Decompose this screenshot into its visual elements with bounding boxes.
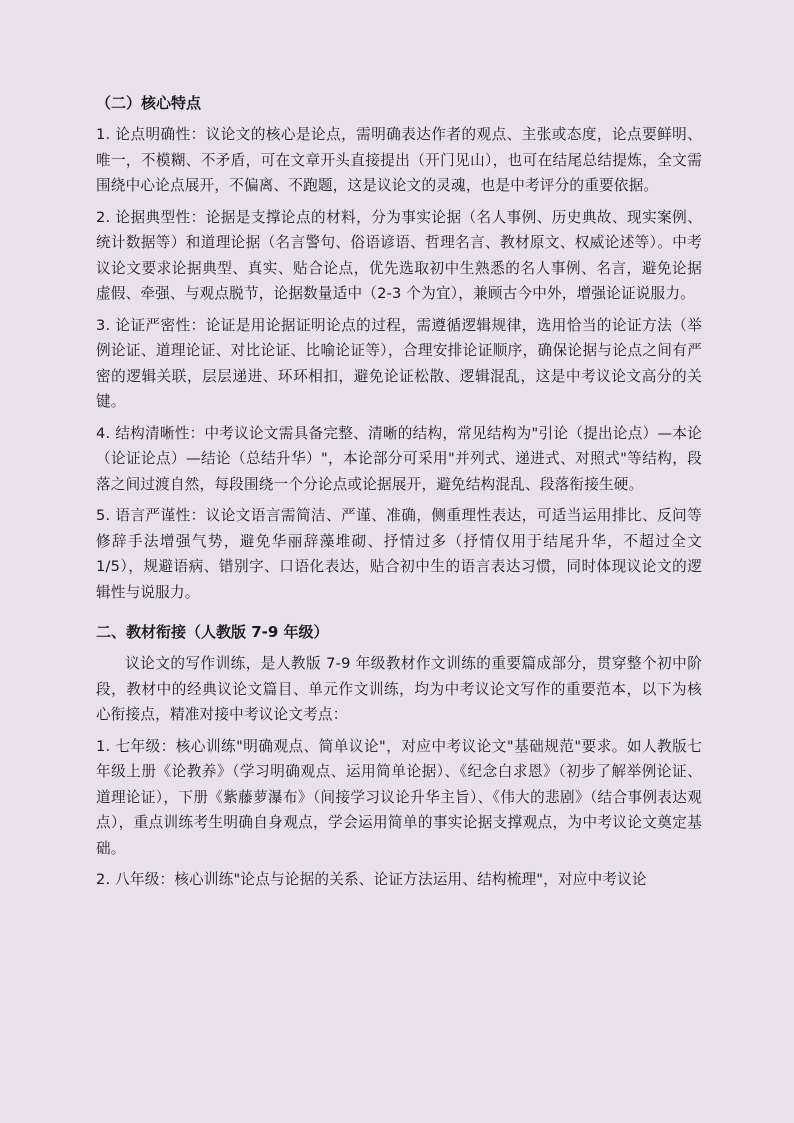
textbook-paragraph-grade8: 2. 八年级：核心训练"论点与论据的关系、论证方法运用、结构梳理"，对应中考议论 (96, 871, 647, 888)
feature-paragraph-3: 3. 论证严密性：论证是用论据证明论点的过程，需遵循逻辑规律，选用恰当的论证方法（举例论证、道理论证、对比论证、比喻论证等），合理安排论证顺序，确保论据与论点之间有严密的逻辑关联，层层递进、环环相扣，避免论证松散、逻辑混乱，这是中考议论文高分的关键。 (96, 316, 702, 410)
textbook-intro-paragraph: 议论文的写作训练，是人教版 7-9 年级教材作文训练的重要篇成部分，贯穿整个初中阶段，教材中的经典议论文篇目、单元作文训练，均为中考议论文写作的重要范本，以下为核心衔接点，精准对接中考议论文考点： (96, 655, 702, 723)
feature-paragraph-5: 5. 语言严谨性：议论文语言需简洁、严谨、准确，侧重理性表达，可适当运用排比、反问等修辞手法增强气势，避免华丽辞藻堆砌、抒情过多（抒情仅用于结尾升华，不超过全文 1/5），规避语病、错别字、口语化表达，贴合初中生的语言表达习惯，同时体现议论文的逻辑性与说服力。 (96, 507, 702, 601)
feature-paragraph-4: 4. 结构清晰性：中考议论文需具备完整、清晰的结构，常见结构为"引论（提出论点）—本论（论证论点）—结论（总结升华）"，本论部分可采用"并列式、递进式、对照式"等结构，段落之间过渡自然，每段围绕一个分论点或论据展开，避免结构混乱、段落衔接生硬。 (96, 424, 702, 493)
section-heading-core-features: （二）核心特点 (96, 94, 202, 112)
section-heading-textbook: 二、教材衔接（人教版 7-9 年级） (96, 623, 329, 641)
textbook-paragraph-grade7: 1. 七年级：核心训练"明确观点、简单议论"，对应中考议论文"基础规范"要求。如人教版七年级上册《论教养》（学习明确观点、运用简单论据）、《纪念白求恩》（初步了解举例论证、道理论证），下册《紫藤萝瀑布》（间接学习议论升华主旨）、《伟大的悲剧》（结合事例表达观点），重点训练考生明确自身观点，学会运用简单的事实论据支撑观点，为中考议论文奠定基础。 (96, 737, 702, 857)
feature-paragraph-1: 1. 论点明确性：议论文的核心是论点，需明确表达作者的观点、主张或态度，论点要鲜明、唯一，不模糊、不矛盾，可在文章开头直接提出（开门见山），也可在结尾总结提炼，全文需围绕中心论点展开，不偏离、不跑题，这是议论文的灵魂，也是中考评分的重要依据。 (96, 126, 702, 194)
feature-paragraph-2: 2. 论据典型性：论据是支撑论点的材料，分为事实论据（名人事例、历史典故、现实案例、统计数据等）和道理论据（名言警句、俗语谚语、哲理名言、教材原文、权威论述等）。中考议论文要求论据典型、真实、贴合论点，优先选取初中生熟悉的名人事例、名言，避免论据虚假、牵强、与观点脱节，论据数量适中（2-3 个为宜），兼顾古今中外，增强论证说服力。 (96, 208, 702, 302)
